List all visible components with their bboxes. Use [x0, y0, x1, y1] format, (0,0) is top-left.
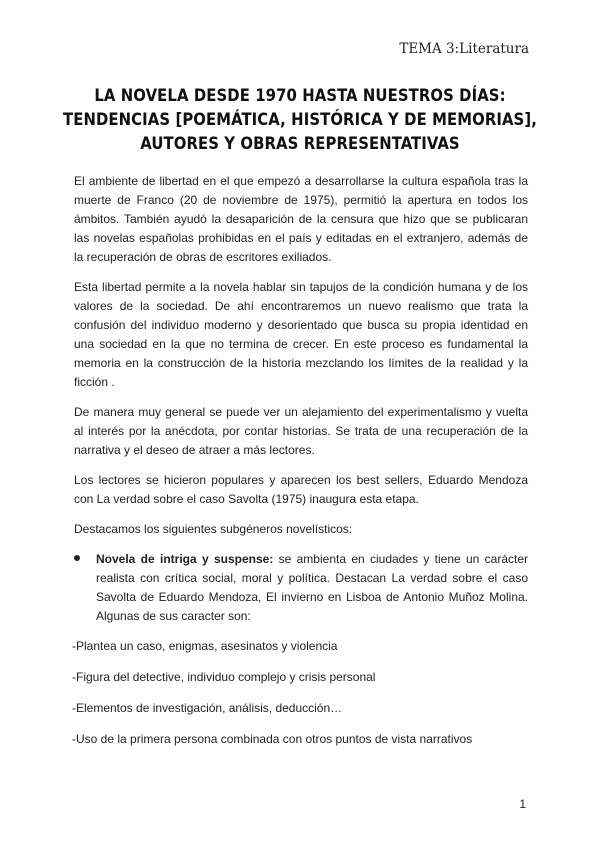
paragraph-bestsellers: Los lectores se hicieron populares y aparecen los best sellers, Eduardo Mendoza con La verdad sobre el caso Savolta (1975) inaugura esta etapa.	[74, 473, 528, 506]
dash-item: -Plantea un caso, enigmas, asesinatos y violencia	[72, 639, 338, 653]
page-number: 1	[519, 797, 526, 811]
dash-item: -Figura del detective, individuo complejo y crisis personal	[72, 670, 376, 684]
header-topic-label: TEMA 3:Literatura	[399, 41, 529, 57]
paragraph-subgenres-intro: Destacamos los siguientes subgéneros novelísticos:	[74, 522, 353, 536]
paragraph-freedom: Esta libertad permite a la novela hablar sin tapujos de la condición humana y de los valores de la sociedad. De ahí encontraremos un nuevo realismo que trata la confusión del individuo moderno y desorientado que busca su propia identidad en una sociedad en la que no termina de crecer. En este proceso es fundamental la memoria en la construcción de la historia mezclando los límites de la realidad y la ficción .	[74, 280, 528, 389]
title-line-2: TENDENCIAS [POEMÁTICA, HISTÓRICA Y DE MEMORIAS],	[63, 110, 537, 129]
title-line-3: AUTORES Y OBRAS REPRESENTATIVAS	[140, 134, 460, 153]
list-item-intriga	[74, 550, 528, 626]
dash-item: -Elementos de investigación, análisis, deducción…	[72, 701, 343, 715]
bullet-text: se ambienta en ciudades y tiene un carácter realista con crítica social, moral y política. Destacan La verdad sobre el caso Savolta de Eduardo Mendoza, El invierno en Lisboa de Antonio Muñoz Molina. Algunas de sus caracter son:	[96, 552, 529, 623]
title-line-1: LA NOVELA DESDE 1970 HASTA NUESTROS DÍAS:	[94, 86, 506, 105]
bullet-icon	[74, 555, 80, 561]
dash-item: -Uso de la primera persona combinada con otros puntos de vista narrativos	[72, 732, 473, 746]
page-title	[50, 84, 550, 156]
document-body	[74, 172, 528, 761]
paragraph-intro: El ambiente de libertad en el que empezó a desarrollarse la cultura española tras la muerte de Franco (20 de noviembre de 1975), permitió la apertura en todos los ámbitos. También ayudó la desaparición de la censura que hizo que se publicaran las novelas españolas prohibidas en el país y editadas en el extranjero, además de la recuperación de obras de escritores exiliados.	[74, 174, 528, 264]
paragraph-narrative: De manera muy general se puede ver un alejamiento del experimentalismo y vuelta al interés por la anécdota, por contar historias. Se trata de una recuperación de la narrativa y el deseo de atraer a más lectores.	[74, 405, 528, 457]
bullet-heading: Novela de intriga y suspense:	[96, 552, 274, 566]
